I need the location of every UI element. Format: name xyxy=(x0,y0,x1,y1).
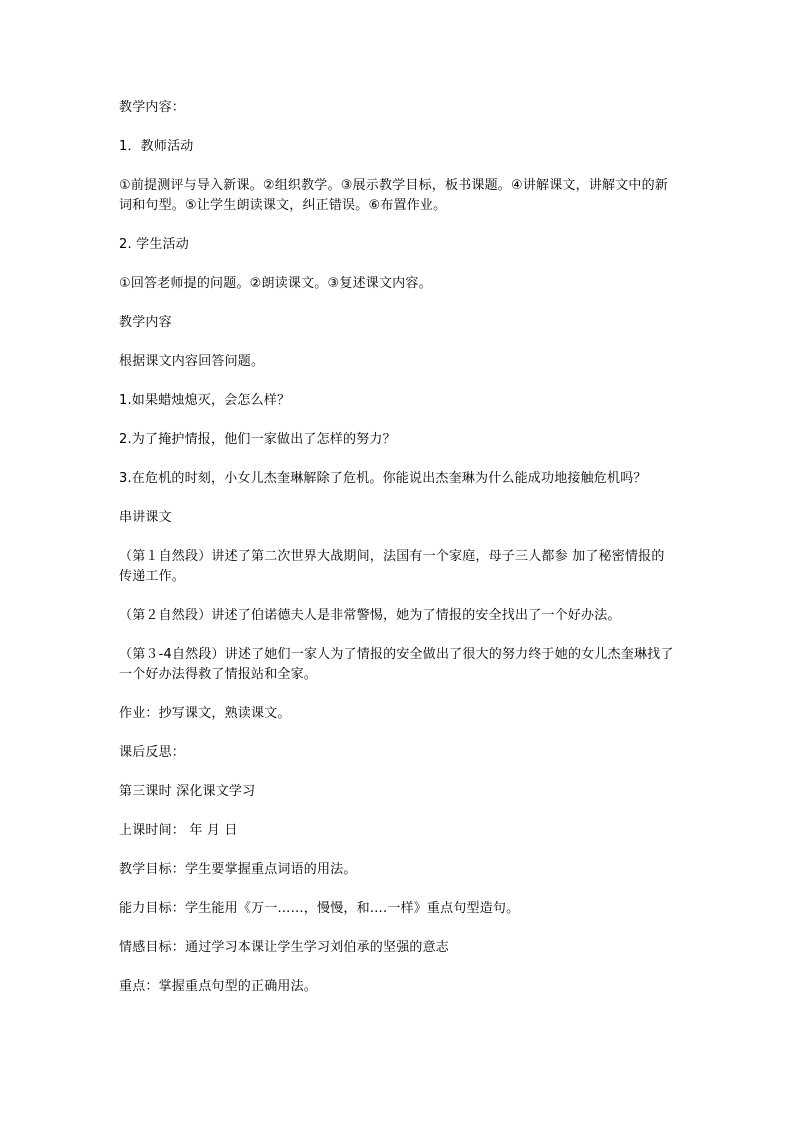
section-heading-teaching-content-2: 教学内容 xyxy=(119,315,172,330)
student-activity-steps: ①回答老师提的问题。②朗读课文。③复述课文内容。 xyxy=(119,276,432,291)
ability-objective: 能力目标：学生能用《万一……，慢慢，和….一样》重点句型造句。 xyxy=(119,901,520,916)
emotional-objective: 情感目标：通过学习本课让学生学习刘伯承的坚强的意志 xyxy=(119,940,450,955)
section-heading-teaching-content: 教学内容： xyxy=(119,100,186,115)
document-body xyxy=(119,98,677,997)
section-heading-text-explanation: 串讲课文 xyxy=(119,510,172,525)
student-activity-heading: 2. 学生活动 xyxy=(119,237,189,252)
questions-intro: 根据课文内容回答问题。 xyxy=(119,354,265,369)
homework: 作业：抄写课文，熟读课文。 xyxy=(119,706,291,721)
question-2: 2.为了掩护情报，他们一家做出了怎样的努力？ xyxy=(119,432,396,447)
teacher-activity-steps: ①前提测评与导入新课。②组织教学。③展示教学目标，板书课题。④讲解课文，讲解文中的新词和句型。⑤让学生朗读课文，纠正错误。⑥布置作业。 xyxy=(119,178,669,213)
paragraph-1-summary: （第１自然段）讲述了第二次世界大战期间，法国有一个家庭，母子三人都参 加了秘密情报的传递工作。 xyxy=(119,549,665,584)
reflection-heading: 课后反思： xyxy=(119,745,186,760)
third-lesson-title: 第三课时 深化课文学习 xyxy=(119,784,256,799)
paragraph-3-4-summary: （第３-4自然段）讲述了她们一家人为了情报的安全做出了很大的努力终于她的女儿杰奎琳找了一个好办法得救了情报站和全家。 xyxy=(119,647,674,682)
question-1: 1.如果蜡烛熄灭，会怎么样？ xyxy=(119,393,291,408)
key-point: 重点：掌握重点句型的正确用法。 xyxy=(119,979,318,994)
teaching-objective: 教学目标：学生要掌握重点词语的用法。 xyxy=(119,862,357,877)
question-3: 3.在危机的时刻，小女儿杰奎琳解除了危机。你能说出杰奎琳为什么能成功地接触危机吗？ xyxy=(119,471,647,486)
paragraph-2-summary: （第２自然段）讲述了伯诺德夫人是非常警惕，她为了情报的安全找出了一个好办法。 xyxy=(119,608,621,623)
teacher-activity-heading: 1．教师活动 xyxy=(119,139,194,154)
class-time: 上课时间： 年 月 日 xyxy=(119,823,238,838)
